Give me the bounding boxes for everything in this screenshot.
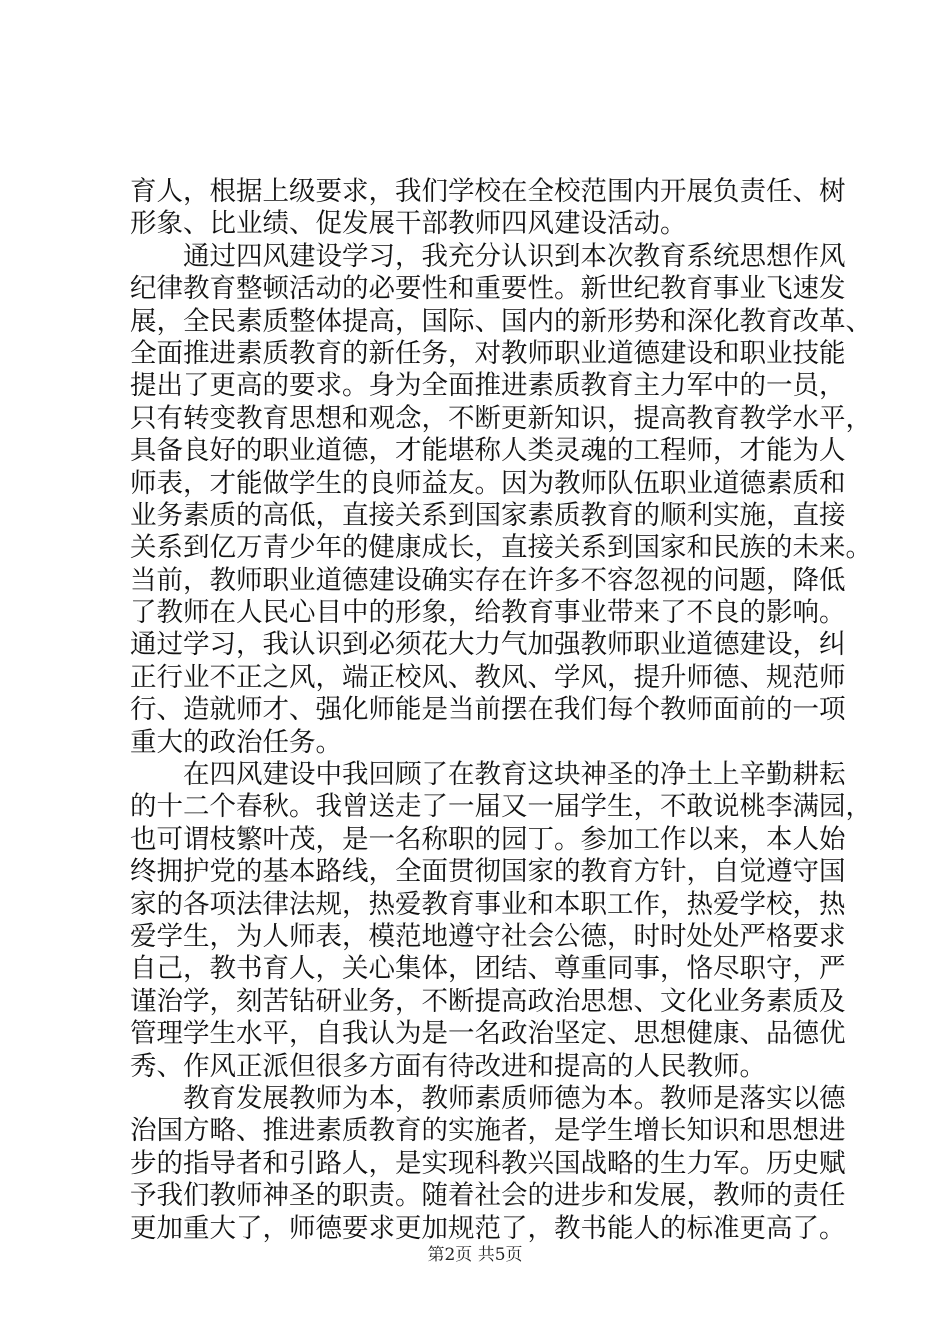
paragraph-start-line: 教育发展教师为本，教师素质师德为本。教师是落实以德 — [183, 1082, 846, 1114]
text-line: 予我们教师神圣的职责。随着社会的进步和发展，教师的责任 — [130, 1180, 846, 1212]
text-line: 行、造就师才、强化师能是当前摆在我们每个教师面前的一项 — [130, 694, 846, 726]
text-line: 自己，教书育人，关心集体，团结、尊重同事，恪尽职守，严 — [130, 953, 846, 985]
text-line: 当前，教师职业道德建设确实存在许多不容忽视的问题，降低 — [130, 564, 846, 596]
text-line: 只有转变教育思想和观念，不断更新知识，提高教育教学水平， — [130, 402, 872, 434]
text-line: 终拥护党的基本路线，全面贯彻国家的教育方针，自觉遵守国 — [130, 856, 846, 888]
text-line: 管理学生水平，自我认为是一名政治坚定、思想健康、品德优 — [130, 1018, 846, 1050]
text-line: 家的各项法律法规，热爱教育事业和本职工作，热爱学校，热 — [130, 888, 846, 920]
text-line: 爱学生，为人师表，模范地遵守社会公德，时时处处严格要求 — [130, 920, 846, 952]
text-line: 全面推进素质教育的新任务，对教师职业道德建设和职业技能 — [130, 337, 846, 369]
text-line: 的十二个春秋。我曾送走了一届又一届学生，不敢说桃李满园， — [130, 791, 872, 823]
text-line: 谨治学，刻苦钻研业务，不断提高政治思想、文化业务素质及 — [130, 985, 846, 1017]
page-number-footer: 第2页 共5页 — [427, 1245, 523, 1265]
text-line: 治国方略、推进素质教育的实施者，是学生增长知识和思想进 — [130, 1115, 846, 1147]
paragraph-start-line: 在四风建设中我回顾了在教育这块神圣的净土上辛勤耕耘 — [183, 759, 846, 791]
text-line: 关系到亿万青少年的健康成长，直接关系到国家和民族的未来。 — [130, 532, 872, 564]
text-line: 提出了更高的要求。身为全面推进素质教育主力军中的一员， — [130, 370, 846, 402]
text-line: 正行业不正之风，端正校风、教风、学风，提升师德、规范师 — [130, 661, 846, 693]
paragraph-start-line: 通过四风建设学习，我充分认识到本次教育系统思想作风 — [183, 240, 846, 272]
text-line: 通过学习，我认识到必须花大力气加强教师职业道德建设，纠 — [130, 629, 846, 661]
text-line: 形象、比业绩、促发展干部教师四风建设活动。 — [130, 208, 687, 240]
text-line: 具备良好的职业道德，才能堪称人类灵魂的工程师，才能为人 — [130, 435, 846, 467]
text-line: 育人，根据上级要求，我们学校在全校范围内开展负责任、树 — [130, 176, 846, 207]
text-line: 业务素质的高低，直接关系到国家素质教育的顺利实施，直接 — [130, 499, 846, 531]
text-line: 更加重大了，师德要求更加规范了，教书能人的标准更高了。 — [130, 1212, 846, 1244]
text-line: 也可谓枝繁叶茂，是一名称职的园丁。参加工作以来，本人始 — [130, 823, 846, 855]
text-line: 纪律教育整顿活动的必要性和重要性。新世纪教育事业飞速发 — [130, 273, 846, 305]
text-line: 师表，才能做学生的良师益友。因为教师队伍职业道德素质和 — [130, 467, 846, 499]
text-line: 重大的政治任务。 — [130, 726, 342, 758]
document-body — [130, 176, 872, 1245]
text-line: 步的指导者和引路人，是实现科教兴国战略的生力军。历史赋 — [130, 1147, 846, 1179]
text-line: 展，全民素质整体提高，国际、国内的新形势和深化教育改革、 — [130, 305, 872, 337]
text-line: 秀、作风正派但很多方面有待改进和提高的人民教师。 — [130, 1050, 766, 1082]
text-line: 了教师在人民心目中的形象，给教育事业带来了不良的影响。 — [130, 597, 846, 629]
